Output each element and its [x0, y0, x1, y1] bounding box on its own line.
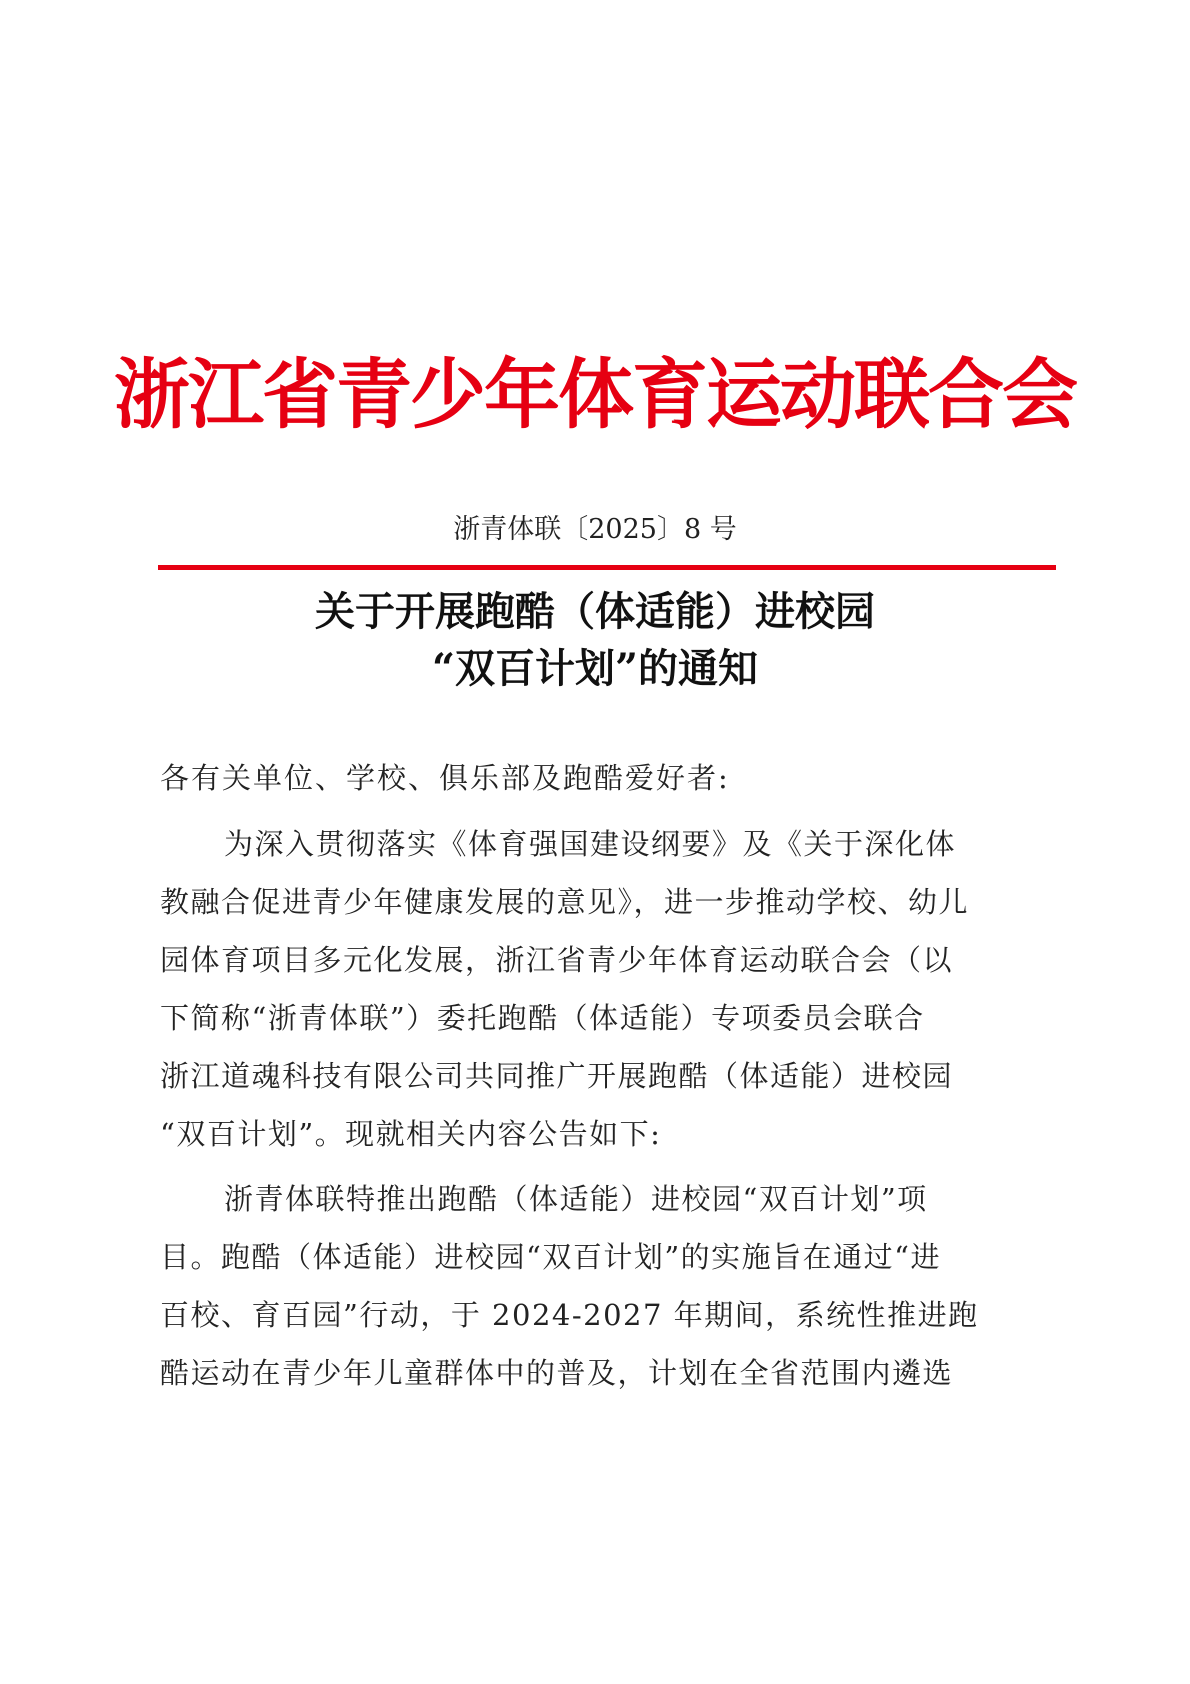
organization-header: 浙江省青少年体育运动联合会	[114, 350, 1076, 439]
paragraph-1-line: 教融合促进青少年健康发展的意见》，进一步推动学校、幼儿	[160, 885, 970, 919]
paragraph-2-line: 酷运动在青少年儿童群体中的普及，计划在全省范围内遴选	[160, 1356, 954, 1390]
document-title-line-2: “双百计划”的通知	[431, 645, 758, 692]
paragraph-2	[160, 1170, 1060, 1402]
salutation: 各有关单位、学校、俱乐部及跑酷爱好者:	[160, 761, 730, 795]
paragraph-1-line: 为深入贯彻落实《体育强国建设纲要》及《关于深化体	[224, 827, 957, 861]
paragraph-2-line: 目。跑酷（体适能）进校园“双百计划”的实施旨在通过“进	[160, 1240, 941, 1274]
paragraph-1-line: “双百计划”。现就相关内容公告如下:	[160, 1117, 662, 1151]
paragraph-1-line: 浙江道魂科技有限公司共同推广开展跑酷（体适能）进校园	[160, 1059, 954, 1093]
paragraph-1	[160, 815, 1060, 1163]
document-title-line-1: 关于开展跑酷（体适能）进校园	[315, 588, 875, 635]
paragraph-1-line: 下简称“浙青体联”）委托跑酷（体适能）专项委员会联合	[160, 1001, 925, 1035]
document-title	[0, 583, 1190, 697]
paragraph-2-line: 百校、育百园”行动，于 2024-2027 年期间，系统性推进跑	[160, 1298, 979, 1332]
paragraph-1-line: 园体育项目多元化发展，浙江省青少年体育运动联合会（以	[160, 943, 954, 977]
document-number: 浙青体联〔2025〕8 号	[453, 514, 737, 545]
red-divider-line	[158, 565, 1056, 570]
paragraph-2-line: 浙青体联特推出跑酷（体适能）进校园“双百计划”项	[224, 1182, 928, 1216]
